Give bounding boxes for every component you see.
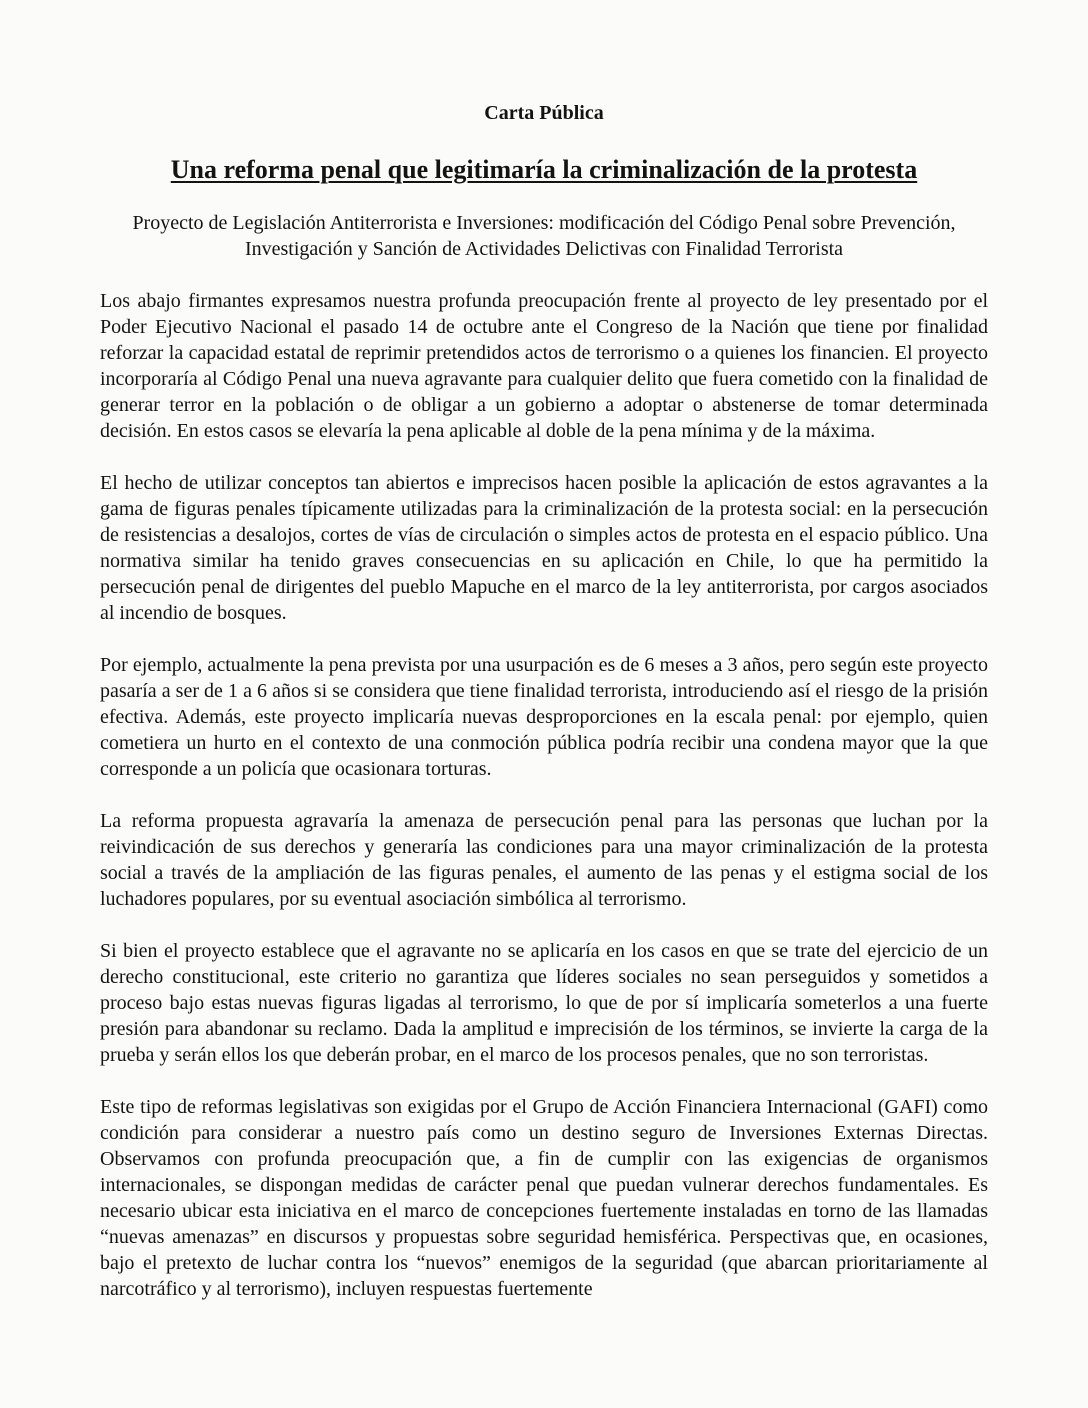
paragraph-gafi: Este tipo de reformas legislativas son exigidas por el Grupo de Acción Financiera Internacional (GAFI) como condición para considerar a nuestro país como un destino seguro de Inversiones Externas Directas. Observamos con profunda preocupación que, a fin de cumplir con las exigencias de organismos internacionales, se dispongan medidas de carácter penal que puedan vulnerar derechos fundamentales. Es necesario ubicar esta iniciativa en el marco de concepciones fuertemente instaladas en torno de las llamadas “nuevas amenazas” en discursos y propuestas sobre seguridad hemisférica. Perspectivas que, en ocasiones, bajo el pretexto de luchar contra los “nuevos” enemigos de la seguridad (que abarcan prioritariamente al narcotráfico y al terrorismo), incluyen respuestas fuertemente <box>100 1096 988 1300</box>
paragraph-derecho-constitucional: Si bien el proyecto establece que el agravante no se aplicaría en los casos en que se trate del ejercicio de un derecho constitucional, este criterio no garantiza que líderes sociales no sean perseguidos y sometidos a proceso bajo estas nuevas figuras ligadas al terrorismo, lo que de por sí implicaría someterlos a una fuerte presión para abandonar su reclamo. Dada la amplitud e imprecisión de los términos, se invierte la carga de la prueba y serán ellos los que deberán probar, en el marco de los procesos penales, que no son terroristas. <box>100 940 988 1066</box>
paragraph-reforma-propuesta: La reforma propuesta agravaría la amenaza de persecución penal para las personas que luchan por la reivindicación de sus derechos y generaría las condiciones para una mayor criminalización de la protesta social a través de la ampliación de las figuras penales, el aumento de las penas y el estigma social de los luchadores populares, por su eventual asociación simbólica al terrorismo. <box>100 810 988 910</box>
paragraph-ejemplo-usurpacion: Por ejemplo, actualmente la pena prevista por una usurpación es de 6 meses a 3 años, pero según este proyecto pasaría a ser de 1 a 6 años si se considera que tiene finalidad terrorista, introduciendo así el riesgo de la prisión efectiva. Además, este proyecto implicaría nuevas desproporciones en la escala penal: por ejemplo, quien cometiera un hurto en el contexto de una conmoción pública podría recibir una condena mayor que la que corresponde a un policía que ocasionara torturas. <box>100 654 988 780</box>
document-kicker: Carta Pública <box>484 102 604 124</box>
document-title: Una reforma penal que legitimaría la criminalización de la protesta <box>170 155 918 184</box>
paragraph-intro: Los abajo firmantes expresamos nuestra profunda preocupación frente al proyecto de ley presentado por el Poder Ejecutivo Nacional el pasado 14 de octubre ante el Congreso de la Nación que tiene por finalidad reforzar la capacidad estatal de reprimir pretendidos actos de terrorismo o a quienes los financien. El proyecto incorporaría al Código Penal una nueva agravante para cualquier delito que fuera cometido con la finalidad de generar terror en la población o de obligar a un gobierno a adoptar o abstenerse de tomar determinada decisión. En estos casos se elevaría la pena aplicable al doble de la pena mínima y de la máxima. <box>100 290 988 442</box>
paragraph-conceptos-abiertos: El hecho de utilizar conceptos tan abiertos e imprecisos hacen posible la aplicación de estos agravantes a la gama de figuras penales típicamente utilizadas para la criminalización de la protesta social: en la persecución de resistencias a desalojos, cortes de vías de circulación o simples actos de protesta en el espacio público. Una normativa similar ha tenido graves consecuencias en su aplicación en Chile, lo que ha permitido la persecución penal de dirigentes del pueblo Mapuche en el marco de la ley antiterrorista, por cargos asociados al incendio de bosques. <box>100 472 988 624</box>
document-subtitle: Proyecto de Legislación Antiterrorista e Inversiones: modificación del Código Penal sobre Prevención, Investigación y Sanción de Actividades Delictivas con Finalidad Terrorista <box>132 212 956 260</box>
